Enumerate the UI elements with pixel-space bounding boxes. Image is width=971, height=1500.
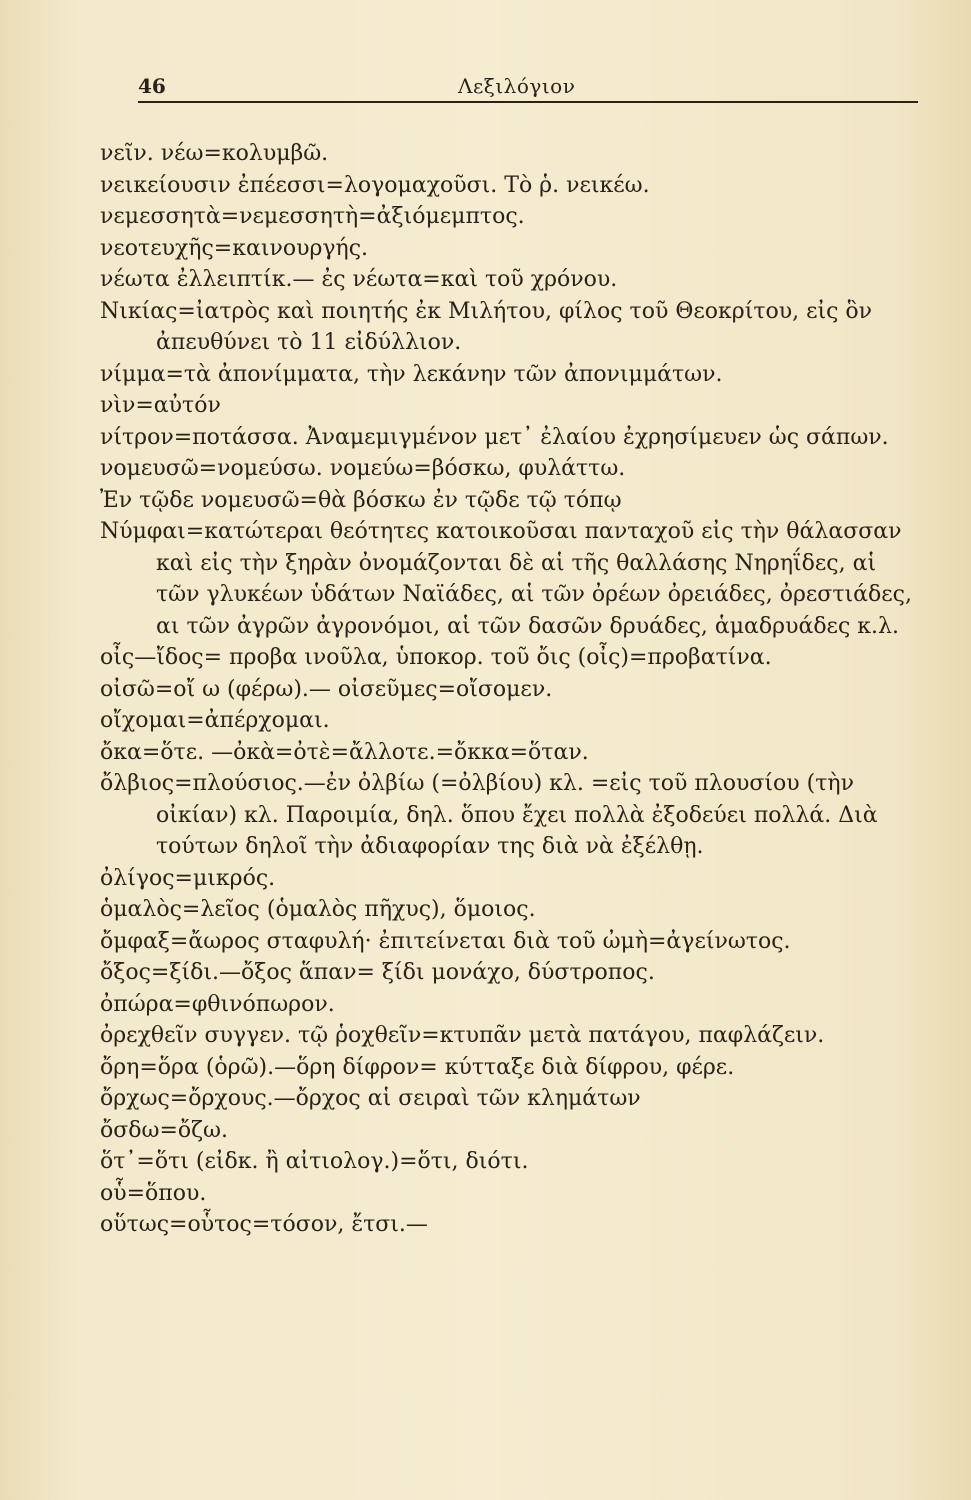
glossary-entry: ὀρεχθεῖν συγγεν. τῷ ῥοχθεῖν=κτυπᾶν μετὰ πατάγου, παφλάζειν.: [100, 1023, 825, 1048]
glossary-entry: νεμεσσητὰ=νεμεσσητὴ=ἀξιόμεμπτος.: [100, 204, 525, 229]
page-number: 46: [138, 74, 166, 98]
glossary-entry: ὄσδω=ὄζω.: [100, 1117, 228, 1143]
glossary-entry: οἰσῶ=οἴ ω (φέρω).— οἰσεῦμες=οἴσομεν.: [100, 676, 553, 702]
glossary-entry: νέωτα ἐλλειπτίκ.— ἐς νέωτα=καὶ τοῦ χρόνου.: [100, 267, 618, 292]
glossary-entry: νομευσῶ=νομεύσω. νομεύω=βόσκω, φυλάττω.: [100, 456, 626, 481]
page-header: [138, 70, 918, 100]
glossary-entry: ὄξος=ξίδι.—ὄξος ἅπαν= ξίδι μονάχο, δύστροπος.: [100, 960, 655, 985]
glossary-entry: οὗ=ὅπου.: [100, 1180, 207, 1206]
glossary-entry: ὀπώρα=φθινόπωρον.: [100, 991, 335, 1017]
glossary-entry: νὶν=αὐτόν: [100, 393, 221, 418]
glossary-entry: Νικίας=ἰατρὸς καὶ ποιητής ἐκ Μιλήτου, φίλος τοῦ Θεοκρίτου, εἰς ὃν ἀπευθύνει τὸ 11 εἰδύλλιον.: [100, 298, 873, 355]
glossary-entry: ὀλίγος=μικρός.: [100, 865, 276, 891]
glossary-entries: [100, 138, 922, 1241]
glossary-entry: Ἐν τῷδε νομευσῶ=θὰ βόσκω ἐν τῷδε τῷ τόπῳ: [100, 487, 622, 513]
glossary-entry: ὄρχως=ὄρχους.—ὄρχος αἱ σειραὶ τῶν κλημάτων: [100, 1086, 641, 1111]
glossary-entry: νίμμα=τὰ ἀπονίμματα, τὴν λεκάνην τῶν ἀπονιμμάτων.: [100, 361, 723, 387]
glossary-entry: ὄκα=ὅτε. —ὀκὰ=ὀτὲ=ἄλλοτε.=ὄκκα=ὅταν.: [100, 739, 589, 765]
glossary-entry: νεοτευχῆς=καινουργής.: [100, 235, 369, 261]
glossary-entry: Νύμφαι=κατώτεραι θεότητες κατοικοῦσαι πανταχοῦ εἰς τὴν θάλασσαν καὶ εἰς τὴν ξηρὰν ὀνομάζονται δὲ αἱ τῆς θαλλάσης Νηρηΐδες, αἱ τῶν γλυκέων ὑδάτων Ναϊάδες, αἱ τῶν ὀρέων ὀρειάδες, ὀρεστιάδες, αι τῶν ἀγρῶν ἀγρονόμοι, αἱ τῶν δασῶν δρυάδες, ἁμαδρυάδες κ.λ.: [100, 519, 912, 639]
glossary-entry: νίτρον=ποτάσσα. Ἀναμεμιγμένον μετ᾽ ἐλαίου ἐχρησίμευεν ὡς σάπων.: [100, 424, 889, 450]
glossary-entry: ὄρη=ὅρα (ὁρῶ).—ὅρη δίφρον= κύτταξε διὰ δίφρου, φέρε.: [100, 1054, 735, 1080]
header-rule: [138, 101, 918, 103]
glossary-entry: νεῖν. νέω=κολυμβῶ.: [100, 141, 329, 166]
glossary-entry: οἶς—ἴδος= προβα ινοῦλα, ὑποκορ. τοῦ ὄις (οἶς)=προβατίνα.: [100, 645, 772, 670]
glossary-entry: ὁμαλὸς=λεῖος (ὁμαλὸς πῆχυς), ὅμοιος.: [100, 897, 536, 922]
glossary-entry: ὄμφαξ=ἄωρος σταφυλή· ἐπιτείνεται διὰ τοῦ ὠμὴ=ἀγείνωτος.: [100, 928, 791, 954]
glossary-entry: οὕτως=οὗτος=τόσον, ἔτσι.—: [100, 1212, 428, 1237]
glossary-entry: ὄλβιος=πλούσιος.—ἐν ὀλβίω (=ὀλβίου) κλ. =εἰς τοῦ πλουσίου (τὴν οἰκίαν) κλ. Παροιμία, δηλ. ὅπου ἔχει πολλὰ ἐξοδεύει πολλά. Διὰ τούτων δηλοῖ τὴν ἀδιαφορίαν της διὰ νὰ ἐξέλθῃ.: [100, 771, 878, 859]
running-title: Λεξιλόγιον: [458, 74, 576, 98]
glossary-entry: ὅτ᾽=ὅτι (εἰδκ. ἢ αἰτιολογ.)=ὅτι, διότι.: [100, 1149, 529, 1174]
glossary-entry: νεικείουσιν ἐπέεσσι=λογομαχοῦσι. Τὸ ῥ. νεικέω.: [100, 172, 650, 198]
glossary-entry: οἴχομαι=ἀπέρχομαι.: [100, 708, 330, 733]
